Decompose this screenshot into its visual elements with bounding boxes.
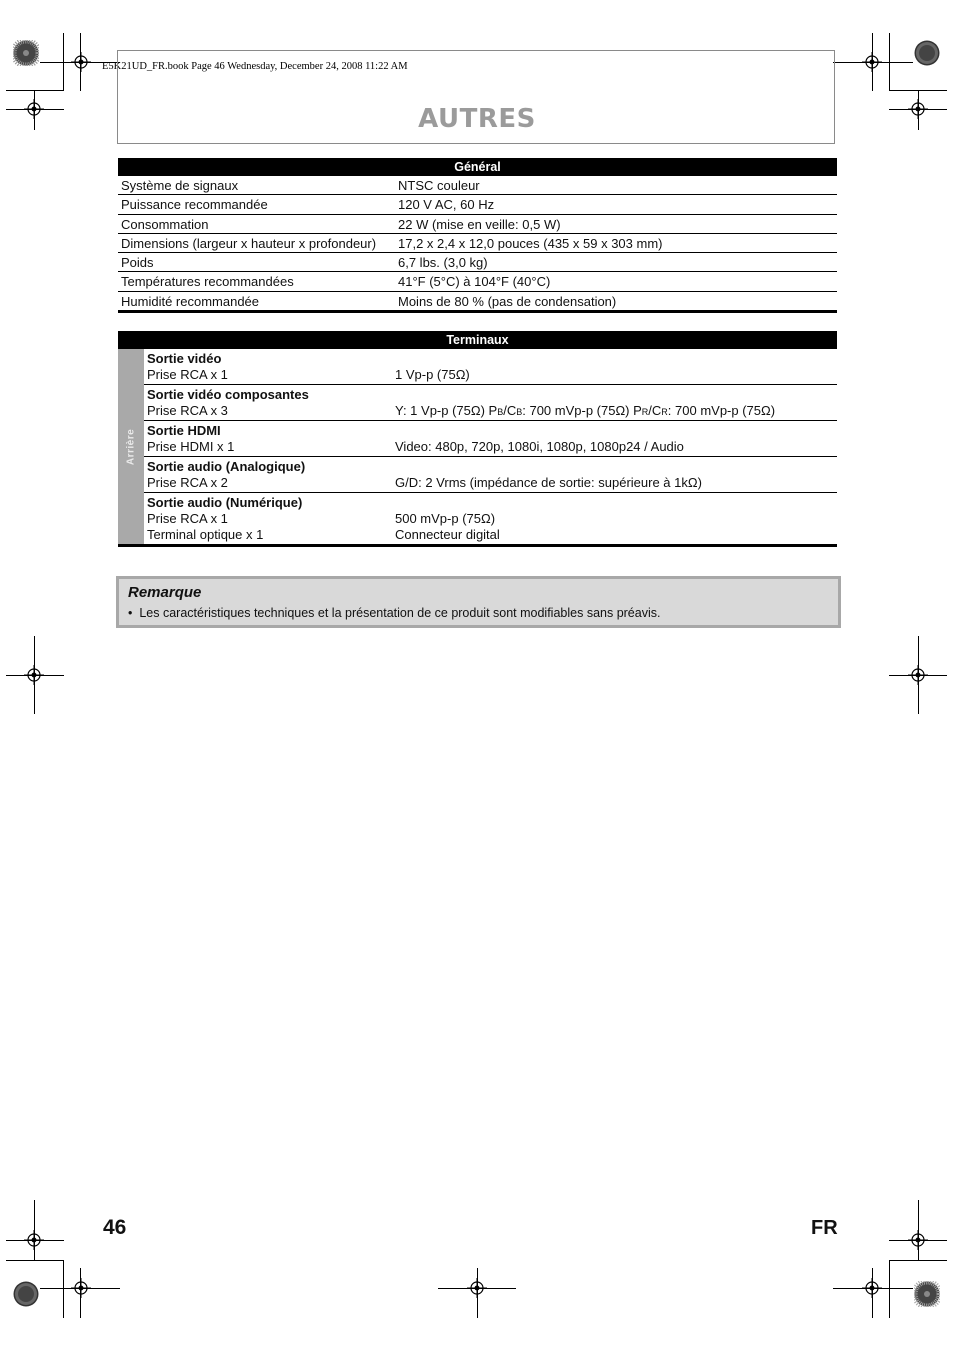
terminal-label: Prise RCA x 1 xyxy=(147,367,228,382)
group-title: Sortie vidéo xyxy=(147,351,222,366)
print-rosette-icon xyxy=(13,40,39,66)
page-number: 46 xyxy=(103,1216,127,1239)
terminal-value: Video: 480p, 720p, 1080i, 1080p, 1080p24 / Audio xyxy=(395,439,684,454)
terminal-value: 500 mVp-p (75Ω) xyxy=(395,511,496,526)
terminal-label: Prise RCA x 2 xyxy=(147,475,228,490)
terminal-value: G/D: 2 Vrms (impédance de sortie: supérieure à 1kΩ) xyxy=(395,475,702,490)
spec-label: Dimensions (largeur x hauteur x profondeur) xyxy=(121,235,377,251)
terminal-label: Terminal optique x 1 xyxy=(147,527,264,542)
registration-mark-icon xyxy=(862,1278,882,1298)
terminal-label: Prise HDMI x 1 xyxy=(147,439,235,454)
terminal-group xyxy=(144,457,837,493)
group-title: Sortie vidéo composantes xyxy=(147,387,309,402)
spec-value: 120 V AC, 60 Hz xyxy=(398,197,495,213)
registration-mark-icon xyxy=(71,52,91,72)
terminals-body xyxy=(118,349,837,547)
terminal-group xyxy=(144,421,837,457)
table-row xyxy=(118,253,837,272)
table-row xyxy=(118,215,837,234)
language-code: FR xyxy=(811,1217,838,1239)
terminal-group xyxy=(144,493,837,544)
terminal-label: Prise RCA x 3 xyxy=(147,403,228,418)
group-title: Sortie audio (Analogique) xyxy=(147,459,306,474)
spec-value: 22 W (mise en veille: 0,5 W) xyxy=(398,216,561,232)
remark-text: • Les caractéristiques techniques et la présentation de ce produit sont modifiables sans préavis. xyxy=(128,606,661,620)
spec-label: Poids xyxy=(121,255,154,271)
side-band xyxy=(118,349,144,544)
spec-label: Températures recommandées xyxy=(121,274,294,290)
terminals-table-header: Terminaux xyxy=(118,331,837,349)
general-table-header: Général xyxy=(118,158,837,176)
print-rosette-icon xyxy=(13,1281,39,1307)
terminals-table xyxy=(118,331,837,547)
spec-label: Puissance recommandée xyxy=(121,197,268,213)
table-row xyxy=(118,292,837,313)
spec-value: 41°F (5°C) à 104°F (40°C) xyxy=(398,274,551,290)
registration-mark-icon xyxy=(862,52,882,72)
side-label: Arrière xyxy=(125,428,137,465)
registration-mark-icon xyxy=(908,1230,928,1250)
table-row xyxy=(118,272,837,291)
registration-mark-icon xyxy=(24,665,44,685)
print-rosette-icon xyxy=(914,40,940,66)
spec-label: Système de signaux xyxy=(121,178,239,193)
group-title: Sortie HDMI xyxy=(147,423,221,438)
registration-mark-icon xyxy=(24,1230,44,1250)
terminal-value: Connecteur digital xyxy=(395,527,500,542)
spec-value: 6,7 lbs. (3,0 kg) xyxy=(398,255,488,271)
remark-box xyxy=(116,576,841,628)
registration-mark-icon xyxy=(467,1278,487,1298)
remark-title: Remarque xyxy=(128,584,202,601)
terminal-label: Prise RCA x 1 xyxy=(147,511,228,526)
terminal-value: Y: 1 Vp-p (75Ω) PB/CB: 700 mVp-p (75Ω) PR/CR: 700 mVp-p (75Ω) xyxy=(395,403,776,418)
spec-label: Consommation xyxy=(121,216,209,232)
spec-value: NTSC couleur xyxy=(398,178,480,193)
terminal-value: 1 Vp-p (75Ω) xyxy=(395,367,470,382)
terminal-group xyxy=(144,349,837,385)
print-rosette-icon xyxy=(914,1281,940,1307)
registration-mark-icon xyxy=(71,1278,91,1298)
spec-value: 17,2 x 2,4 x 12,0 pouces (435 x 59 x 303 mm) xyxy=(398,235,663,251)
remark-bullet-text: Les caractéristiques techniques et la présentation de ce produit sont modifiables sans préavis. xyxy=(139,606,661,620)
terminal-groups xyxy=(144,349,837,544)
spec-label: Humidité recommandée xyxy=(121,293,260,309)
book-info: E5K21UD_FR.book Page 46 Wednesday, December 24, 2008 11:22 AM xyxy=(102,61,408,72)
spec-value: Moins de 80 % (pas de condensation) xyxy=(398,293,617,309)
table-row xyxy=(118,234,837,253)
terminal-group xyxy=(144,385,837,421)
page-title: AUTRES xyxy=(418,104,536,134)
group-title: Sortie audio (Numérique) xyxy=(147,495,303,510)
table-row xyxy=(118,176,837,195)
registration-mark-icon xyxy=(908,665,928,685)
table-row xyxy=(118,195,837,214)
general-specs-table xyxy=(118,158,837,313)
